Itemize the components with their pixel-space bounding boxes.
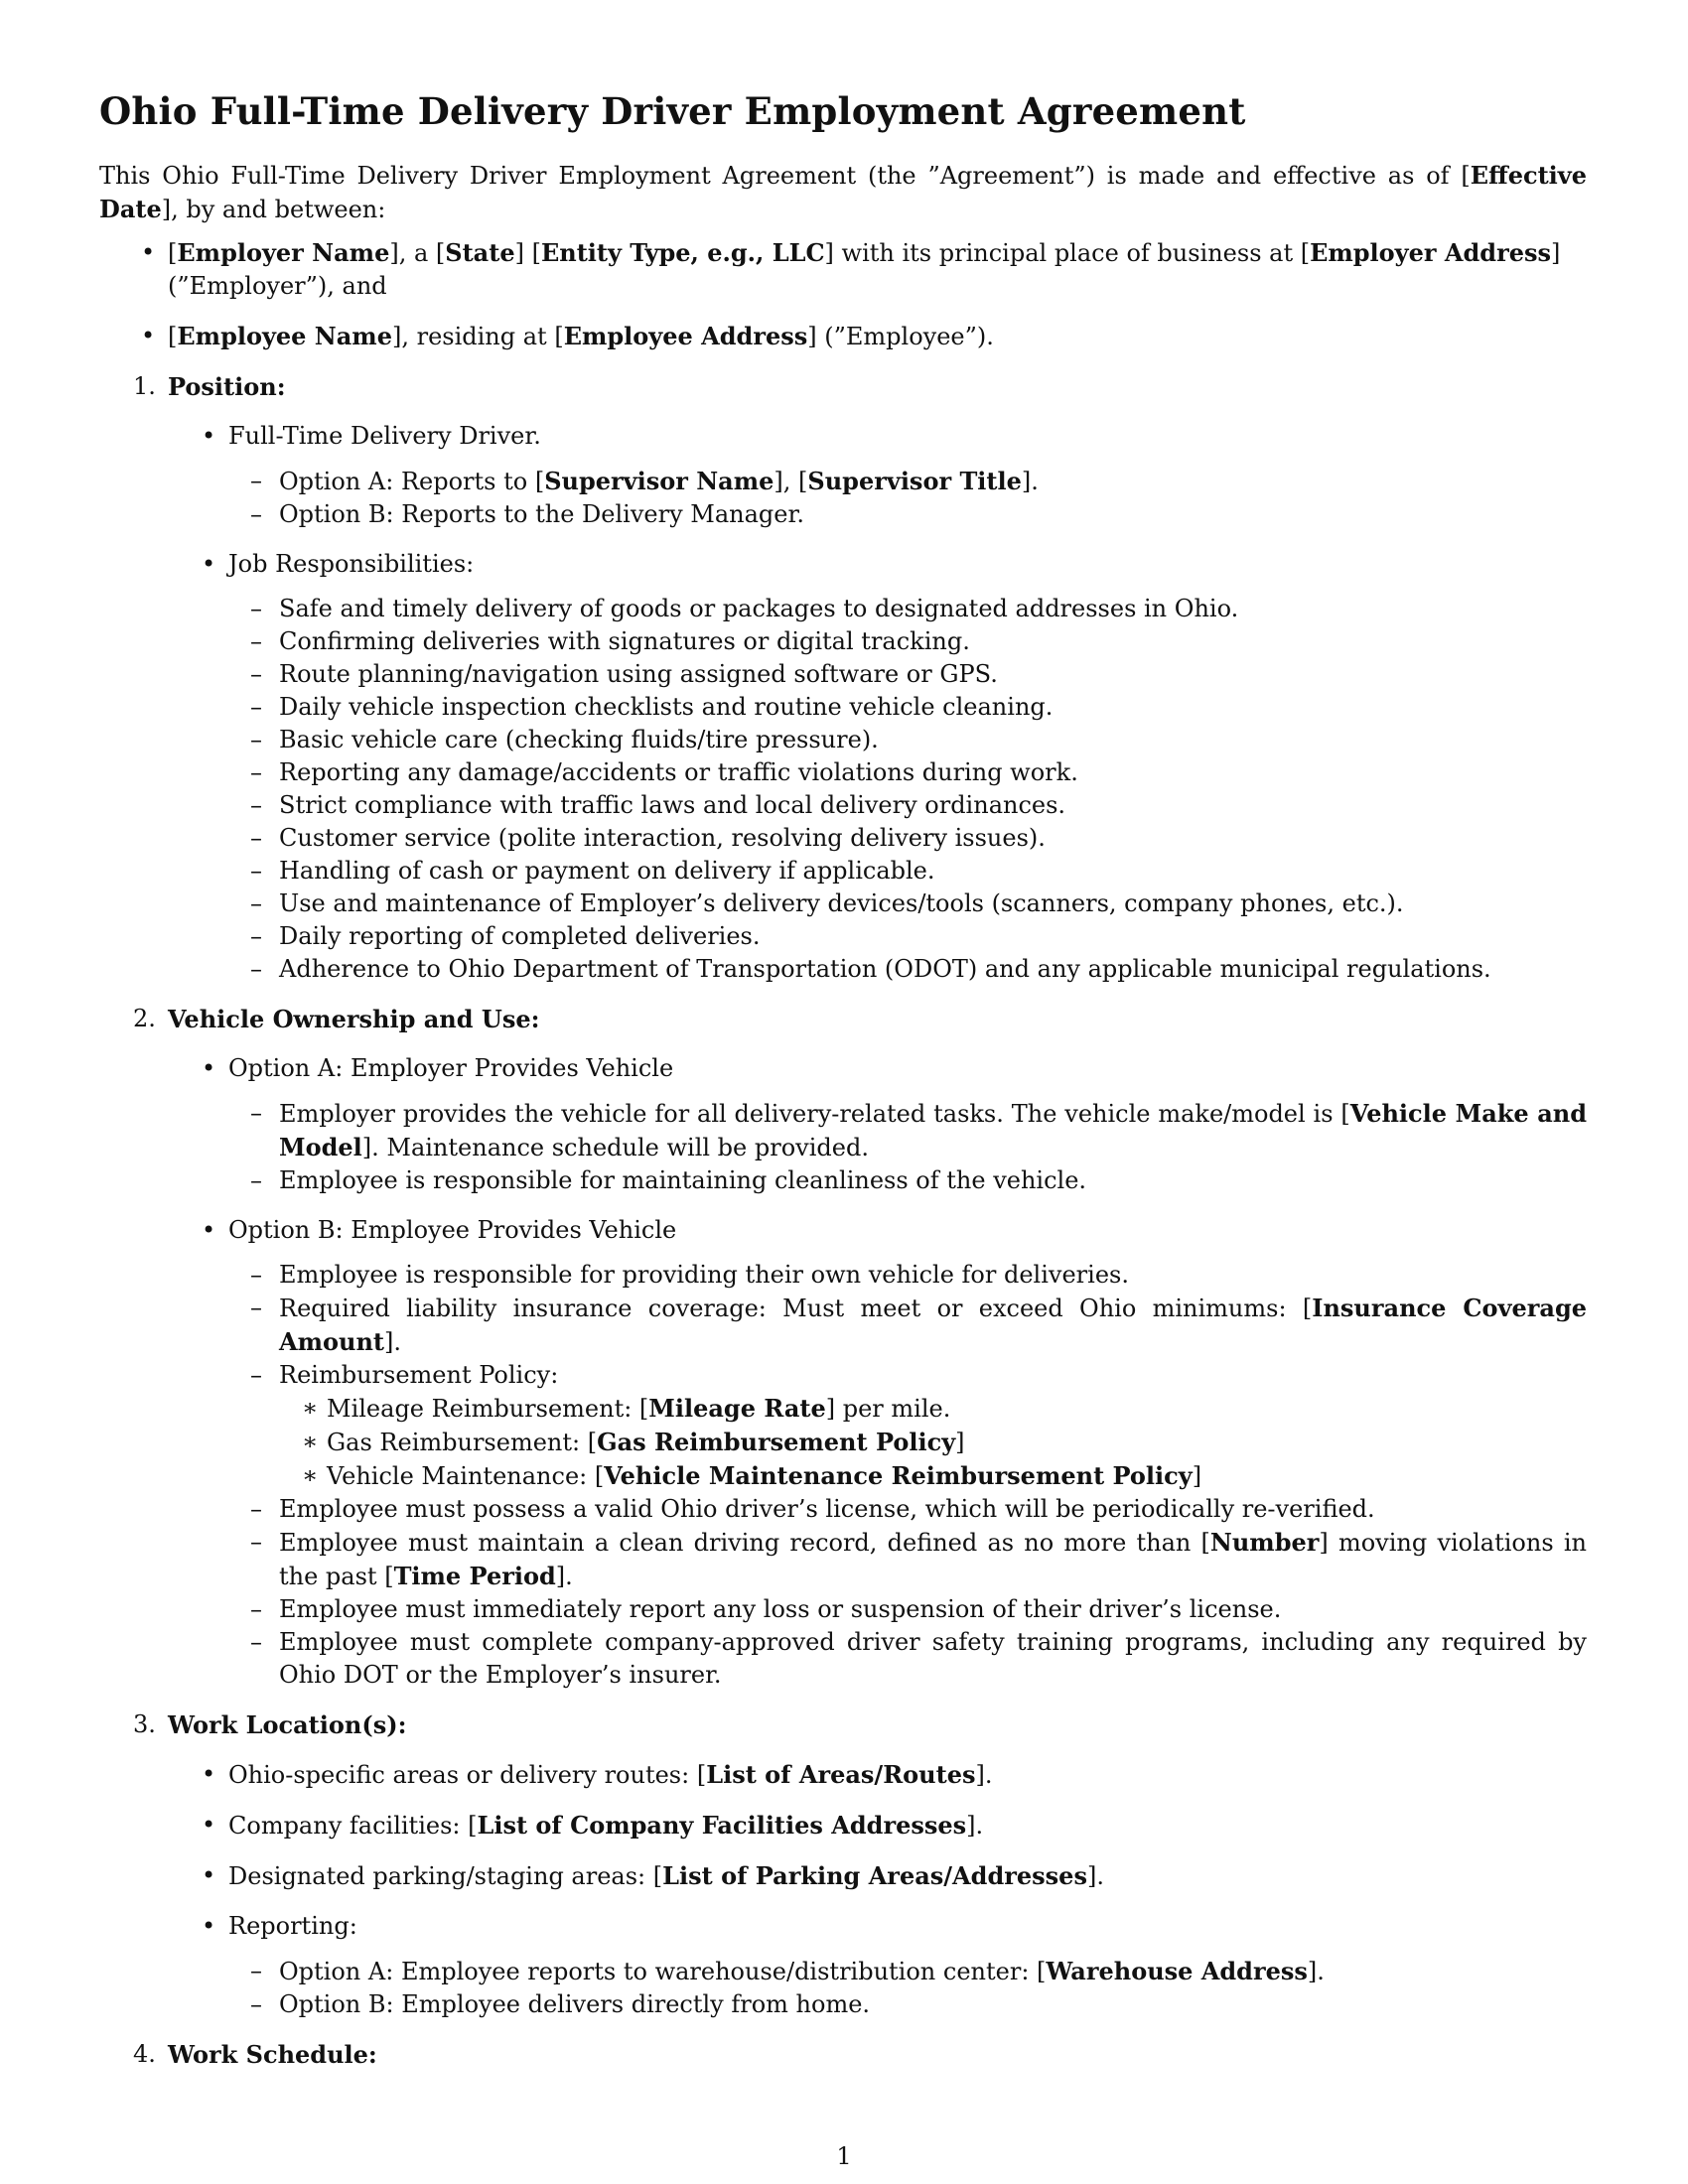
list-item: – Route planning/navigation using assigned software or GPS. — [250, 660, 998, 688]
list-item: – Option A: Employee reports to warehouse/distribution center: [Warehouse Address]. — [250, 1957, 1325, 1985]
responsibilities-list — [99, 593, 1587, 986]
list-item: – Option A: Reports to [Supervisor Name], [Supervisor Title]. — [250, 467, 1039, 495]
section-heading-position: 1. Position: — [133, 372, 286, 401]
effective-date-placeholder: Effective Date — [99, 161, 1587, 223]
list-item: – Customer service (polite interaction, resolving delivery issues). — [250, 824, 1046, 852]
list-item: – Handling of cash or payment on delivery if applicable. — [250, 857, 935, 885]
list-item: – Use and maintenance of Employer’s delivery devices/tools (scanners, company phones, etc.). — [250, 889, 1404, 917]
list-item: – Employee must complete company-approved driver safety training programs, including any required by Ohio DOT or the Employer’s insurer. — [250, 1628, 1587, 1689]
list-item: • Option A: Employer Provides Vehicle — [202, 1054, 674, 1082]
party-employee: • [Employee Name], residing at [Employee Address] (”Employee”). — [141, 322, 994, 350]
list-item: • Ohio-specific areas or delivery routes: [List of Areas/Routes]. — [202, 1760, 993, 1789]
list-item: – Strict compliance with traffic laws and local delivery ordinances. — [250, 791, 1066, 819]
section-heading-work-location: 3. Work Location(s): — [133, 1710, 407, 1739]
intro-paragraph: This Ohio Full-Time Delivery Driver Employment Agreement (the ”Agreement”) is made and effective as of [Effective Date], by and between: — [99, 161, 1587, 223]
list-item: – Employer provides the vehicle for all delivery-related tasks. The vehicle make/model is [Vehicle Make and Model]. Maintenance schedule will be provided. — [250, 1099, 1588, 1161]
list-item: ∗ Mileage Reimbursement: [Mileage Rate] per mile. — [302, 1394, 951, 1423]
list-item: – Employee is responsible for maintaining cleanliness of the vehicle. — [250, 1166, 1087, 1194]
document-title: Ohio Full-Time Delivery Driver Employment Agreement — [99, 89, 1246, 133]
list-item: – Employee is responsible for providing their own vehicle for deliveries. — [250, 1261, 1129, 1289]
list-item: • Company facilities: [List of Company Facilities Addresses]. — [202, 1811, 984, 1840]
list-item: – Employee must immediately report any loss or suspension of their driver’s license. — [250, 1595, 1282, 1623]
list-item: • Designated parking/staging areas: [List of Parking Areas/Addresses]. — [202, 1861, 1104, 1890]
list-item: – Basic vehicle care (checking fluids/tire pressure). — [250, 726, 879, 753]
list-item: • Full-Time Delivery Driver. — [202, 422, 541, 450]
list-item: – Adherence to Ohio Department of Transportation (ODOT) and any applicable municipal regulations. — [250, 955, 1491, 983]
list-item: – Daily reporting of completed deliveries. — [250, 922, 761, 950]
list-item: – Required liability insurance coverage: Must meet or exceed Ohio minimums: [Insurance Coverage Amount]. — [250, 1294, 1588, 1356]
list-item: ∗ Gas Reimbursement: [Gas Reimbursement Policy] — [302, 1428, 965, 1456]
list-item: – Option B: Reports to the Delivery Manager. — [250, 500, 804, 528]
list-item: – Reporting any damage/accidents or traffic violations during work. — [250, 758, 1078, 786]
list-item: – Reimbursement Policy: — [250, 1361, 559, 1389]
list-item: – Employee must maintain a clean driving record, defined as no more than [Number] moving violations in the past [Time Period]. — [250, 1528, 1587, 1590]
bullet-marker: • — [141, 322, 156, 349]
list-item: • Option B: Employee Provides Vehicle — [202, 1216, 677, 1244]
list-item: – Confirming deliveries with signatures or digital tracking. — [250, 627, 970, 655]
document-page — [99, 89, 1587, 2088]
section-heading-work-schedule: 4. Work Schedule: — [133, 2040, 377, 2069]
bullet-marker: • — [141, 238, 156, 266]
party-employer: • [Employer Name], a [State] [Entity Type, e.g., LLC] with its principal place of business at [Employer Address] (”Employer”), and — [141, 238, 1561, 300]
list-item: • Job Responsibilities: — [202, 550, 475, 578]
list-item: • Reporting: — [202, 1912, 357, 1940]
list-item: – Daily vehicle inspection checklists and routine vehicle cleaning. — [250, 693, 1054, 721]
page-number: 1 — [836, 2142, 852, 2170]
list-item: – Safe and timely delivery of goods or packages to designated addresses in Ohio. — [250, 595, 1239, 622]
list-item: – Employee must possess a valid Ohio driver’s license, which will be periodically re-verified. — [250, 1495, 1375, 1523]
list-item: ∗ Vehicle Maintenance: [Vehicle Maintenance Reimbursement Policy] — [302, 1461, 1202, 1490]
section-heading-vehicle: 2. Vehicle Ownership and Use: — [133, 1005, 540, 1033]
list-item: – Option B: Employee delivers directly from home. — [250, 1990, 871, 2018]
